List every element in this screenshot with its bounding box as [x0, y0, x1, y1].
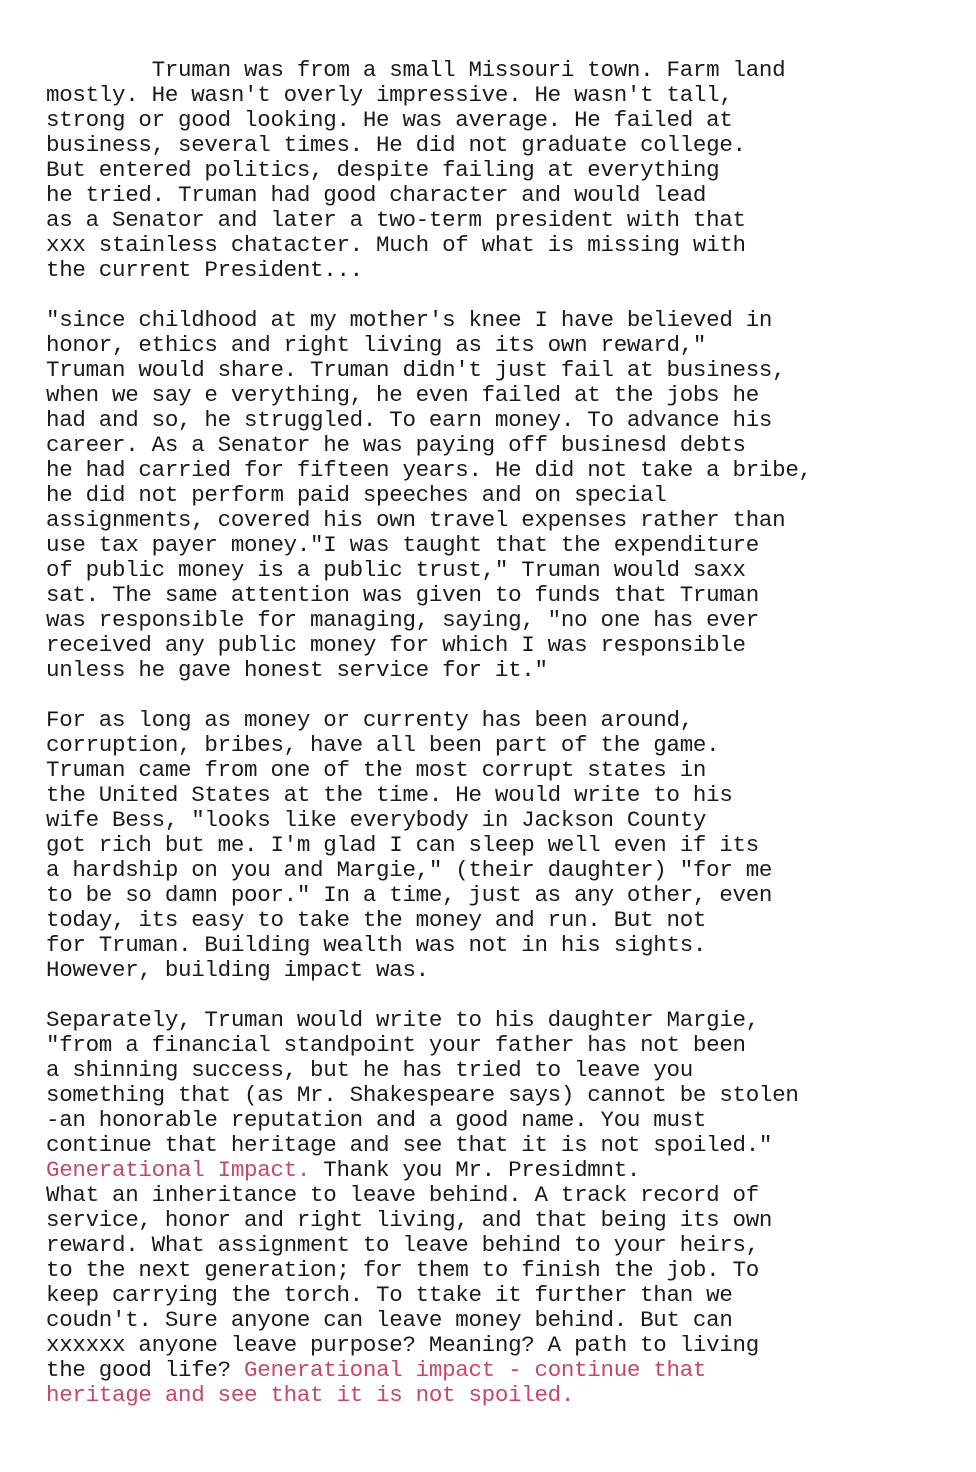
typed-text: got rich but me. I'm glad I can sleep well even if its — [46, 832, 759, 858]
text-line — [46, 308, 946, 333]
text-line — [46, 1283, 946, 1308]
text-line — [46, 433, 946, 458]
paragraph-1 — [46, 58, 946, 283]
text-line — [46, 333, 946, 358]
typed-text: something that (as Mr. Shakespeare says) cannot be stolen — [46, 1082, 799, 1108]
text-line — [46, 808, 946, 833]
text-line — [46, 1308, 946, 1333]
typed-text: corruption, bribes, have all been part of the game. — [46, 732, 720, 758]
text-line — [46, 1083, 946, 1108]
typed-text: to be so damn poor." In a time, just as any other, even — [46, 882, 773, 908]
typed-text: coudn't. Sure anyone can leave money behind. But can — [46, 1307, 733, 1333]
text-line — [46, 883, 946, 908]
text-line — [46, 408, 946, 433]
typed-text: sat. The same attention was given to funds that Truman — [46, 582, 759, 608]
text-line — [46, 1183, 946, 1208]
text-line — [46, 783, 946, 808]
text-line — [46, 1158, 946, 1183]
text-line — [46, 583, 946, 608]
text-line — [46, 83, 946, 108]
red-ink-text: Generational impact - continue that — [244, 1357, 707, 1383]
typed-text: wife Bess, "looks like everybody in Jackson County — [46, 807, 707, 833]
paragraph-4 — [46, 1008, 946, 1408]
text-line — [46, 458, 946, 483]
typed-text: -an honorable reputation and a good name. You must — [46, 1107, 707, 1133]
typed-text: But entered politics, despite failing at everything — [46, 157, 720, 183]
red-ink-text: heritage and see that it is not spoiled. — [46, 1382, 575, 1408]
typed-text: today, its easy to take the money and run. But not — [46, 907, 707, 933]
typed-text: the United States at the time. He would write to his — [46, 782, 733, 808]
text-line — [46, 533, 946, 558]
text-line — [46, 1208, 946, 1233]
text-line — [46, 108, 946, 133]
text-line — [46, 183, 946, 208]
typed-text: a hardship on you and Margie," (their daughter) "for me — [46, 857, 773, 883]
typed-text: received any public money for which I was responsible — [46, 632, 746, 658]
typed-text: business, several times. He did not graduate college. — [46, 132, 746, 158]
typed-text: Truman would share. Truman didn't just fail at business, — [46, 357, 786, 383]
typed-text: continue that heritage and see that it is not spoiled." — [46, 1132, 773, 1158]
text-line — [46, 1358, 946, 1383]
text-line — [46, 1033, 946, 1058]
typed-text: when we say e verything, he even failed at the jobs he — [46, 382, 759, 408]
typed-text: was responsible for managing, saying, "no one has ever — [46, 607, 759, 633]
text-line — [46, 958, 946, 983]
text-line — [46, 258, 946, 283]
typed-text: reward. What assignment to leave behind to your heirs, — [46, 1232, 759, 1258]
text-line — [46, 1133, 946, 1158]
typed-text: Thank you Mr. Presidmnt. — [310, 1157, 641, 1183]
text-line — [46, 1058, 946, 1083]
text-line — [46, 208, 946, 233]
typed-text: "since childhood at my mother's knee I have believed in — [46, 307, 773, 333]
typed-text: xxx stainless chatacter. Much of what is missing with — [46, 232, 746, 258]
typed-text: to the next generation; for them to finish the job. To — [46, 1257, 759, 1283]
text-line — [46, 858, 946, 883]
paragraph-2 — [46, 308, 946, 683]
typed-text: strong or good looking. He was average. He failed at — [46, 107, 733, 133]
typed-text: keep carrying the torch. To ttake it further than we — [46, 1282, 733, 1308]
typed-text: Separately, Truman would write to his daughter Margie, — [46, 1007, 759, 1033]
typewritten-text-body — [46, 58, 946, 1433]
text-line — [46, 908, 946, 933]
text-line — [46, 358, 946, 383]
typed-text: "from a financial standpoint your father has not been — [46, 1032, 746, 1058]
typed-text: for Truman. Building wealth was not in his sights. — [46, 932, 707, 958]
text-line — [46, 833, 946, 858]
text-line — [46, 383, 946, 408]
red-ink-text: Generational Impact. — [46, 1157, 311, 1183]
typed-text: However, building impact was. — [46, 957, 429, 983]
typed-text: honor, ethics and right living as its own reward," — [46, 332, 707, 358]
text-line — [46, 608, 946, 633]
text-line — [46, 133, 946, 158]
typed-text: he had carried for fifteen years. He did not take a bribe, — [46, 457, 812, 483]
text-line — [46, 233, 946, 258]
text-line — [46, 1233, 946, 1258]
text-line — [46, 483, 946, 508]
typed-text: xxxxxx anyone leave purpose? Meaning? A path to living — [46, 1332, 759, 1358]
typed-text: the current President... — [46, 257, 363, 283]
typed-text: as a Senator and later a two-term president with that — [46, 207, 746, 233]
typed-text: Truman came from one of the most corrupt states in — [46, 757, 707, 783]
text-line — [46, 658, 946, 683]
text-line — [46, 1008, 946, 1033]
typed-text: use tax payer money."I was taught that the expenditure — [46, 532, 759, 558]
text-line — [46, 633, 946, 658]
text-line — [46, 1383, 946, 1408]
typed-text: For as long as money or currenty has been around, — [46, 707, 693, 733]
typed-text: Truman was from a small Missouri town. Farm land — [46, 57, 786, 83]
typed-text: assignments, covered his own travel expenses rather than — [46, 507, 786, 533]
typed-text: unless he gave honest service for it." — [46, 657, 548, 683]
typed-text: What an inheritance to leave behind. A track record of — [46, 1182, 759, 1208]
text-line — [46, 1333, 946, 1358]
text-line — [46, 158, 946, 183]
text-line — [46, 733, 946, 758]
typed-text: service, honor and right living, and that being its own — [46, 1207, 773, 1233]
text-line — [46, 933, 946, 958]
text-line — [46, 508, 946, 533]
typed-text: a shinning success, but he has tried to leave you — [46, 1057, 693, 1083]
text-line — [46, 708, 946, 733]
typed-text: the good life? — [46, 1357, 245, 1383]
text-line — [46, 1108, 946, 1133]
typed-text: career. As a Senator he was paying off businesd debts — [46, 432, 746, 458]
text-line — [46, 758, 946, 783]
typed-text: he did not perform paid speeches and on special — [46, 482, 667, 508]
typed-text: mostly. He wasn't overly impressive. He wasn't tall, — [46, 82, 733, 108]
typed-text: had and so, he struggled. To earn money. To advance his — [46, 407, 773, 433]
typed-text: of public money is a public trust," Truman would saxx — [46, 557, 746, 583]
text-line — [46, 58, 946, 83]
text-line — [46, 1258, 946, 1283]
text-line — [46, 558, 946, 583]
paragraph-3 — [46, 708, 946, 983]
typed-text: he tried. Truman had good character and would lead — [46, 182, 707, 208]
